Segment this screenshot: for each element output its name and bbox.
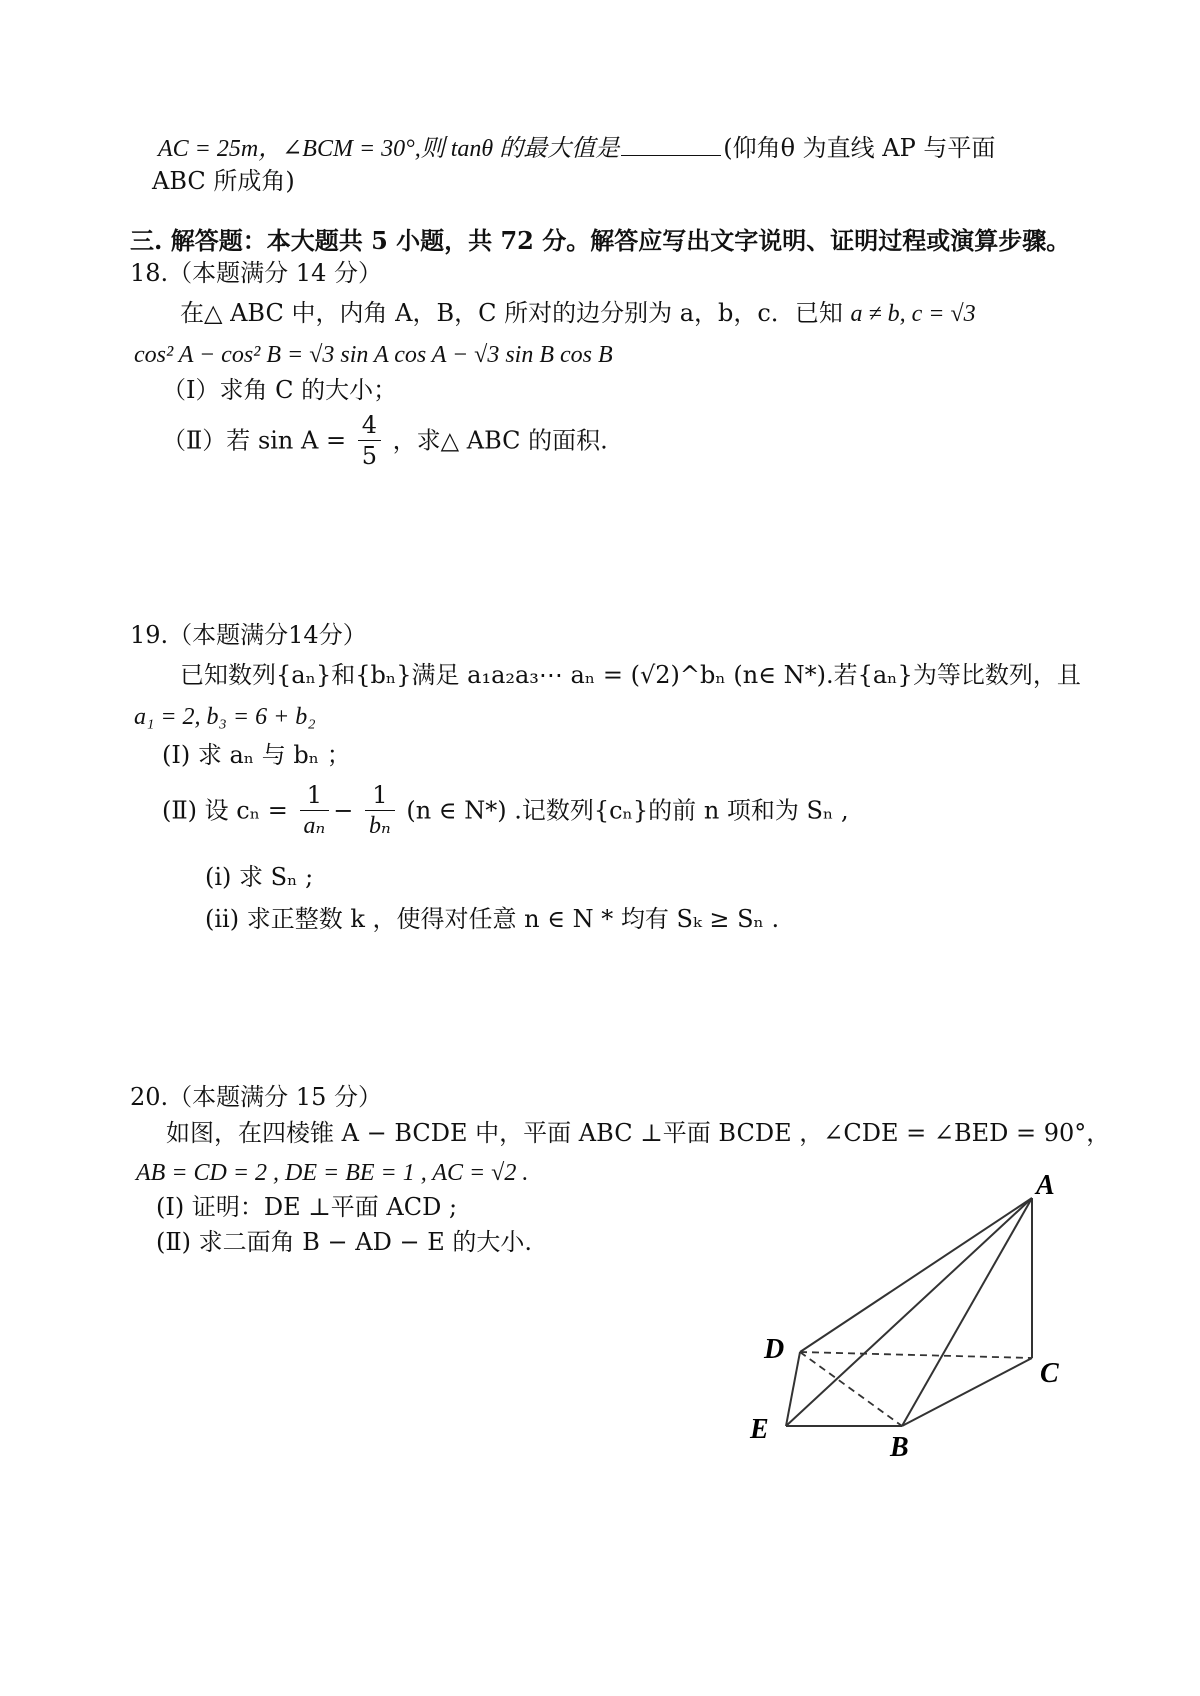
label-A: A — [1036, 1170, 1055, 1201]
edge-AE — [786, 1198, 1032, 1426]
q19-frac1 — [300, 780, 330, 841]
section-title: 三. 解答题：本大题共 5 小题，共 72 分。解答应写出文字说明、证明过程或演算步骤。 — [130, 226, 1071, 255]
q20-stem1: 如图，在四棱锥 A − BCDE 中，平面 ABC ⊥平面 BCDE ，∠CDE = ∠BED = 90°， — [166, 1119, 1111, 1147]
q20-stem2: AB = CD = 2 , DE = BE = 1 , AC = √2 . — [136, 1160, 529, 1186]
q17-line2: ABC 所成角) — [152, 167, 295, 195]
q19-header: 19.（本题满分14分） — [130, 621, 367, 649]
q18-part2-pre: （Ⅱ）若 sin A = — [162, 426, 347, 455]
q18-stem1-math: a ≠ b, c = √3 — [850, 301, 976, 327]
q20-header: 20.（本题满分 15 分） — [130, 1083, 382, 1111]
q19-frac2-den: bₙ — [368, 813, 391, 839]
q19-part2-pre: (Ⅱ) 设 cₙ = — [162, 796, 288, 825]
q19-frac2-num: 1 — [365, 780, 395, 811]
q19-part1: (Ⅰ) 求 aₙ 与 bₙ ； — [162, 741, 351, 769]
q19-part2-mid: (n ∈ N*) .记数列{cₙ}的前 n 项和为 Sₙ , — [406, 796, 849, 825]
q18-stem2: cos² A − cos² B = √3 sin A cos A − √3 sin B cos B — [134, 342, 613, 368]
q19-frac2 — [365, 780, 395, 841]
q19-sub-ii: (ii) 求正整数 k ，使得对任意 n ∈ N * 均有 Sₖ ≥ Sₙ . — [205, 905, 780, 933]
edge-DB-hidden — [800, 1352, 902, 1426]
label-B: B — [890, 1432, 909, 1463]
label-C: C — [1040, 1358, 1059, 1389]
q19-stem1: 已知数列{aₙ}和{bₙ}满足 a₁a₂a₃⋯ aₙ = (√2)^bₙ (n∈ N*).若{aₙ}为等比数列，且 — [180, 661, 1081, 689]
q19-frac1-den: aₙ — [303, 813, 326, 839]
q20-part1: (Ⅰ) 证明：DE ⊥平面 ACD ; — [156, 1193, 458, 1221]
edge-DC-hidden — [800, 1352, 1032, 1358]
q18-header: 18.（本题满分 14 分） — [130, 259, 382, 287]
q19-part2 — [162, 780, 849, 841]
pyramid-figure — [750, 1170, 1080, 1470]
edge-AD — [800, 1198, 1032, 1352]
q18-part1: （Ⅰ）求角 C 的大小； — [162, 376, 398, 404]
q18-part2-post: ，求△ ABC 的面积. — [392, 426, 608, 455]
q18-part2 — [162, 410, 608, 471]
minus-sign: − — [333, 796, 354, 825]
q19-sub-i: (i) 求 Sₙ ; — [205, 863, 314, 891]
q18-stem1 — [180, 298, 976, 329]
q17-line1-post: (仰角θ 为直线 AP 与平面 — [723, 134, 996, 162]
q19-frac1-num: 1 — [300, 780, 330, 811]
q18-fraction — [358, 410, 381, 471]
q18-frac-den: 5 — [361, 442, 378, 470]
q20-part2: (Ⅱ) 求二面角 B − AD − E 的大小. — [156, 1228, 533, 1256]
answer-blank[interactable] — [621, 135, 721, 156]
q17-line1 — [158, 133, 995, 164]
label-D: D — [764, 1334, 785, 1365]
q17-line1-pre: AC = 25m，∠BCM = 30°,则 tanθ 的最大值是 — [158, 136, 620, 162]
label-E: E — [750, 1414, 769, 1445]
q18-frac-num: 4 — [358, 410, 381, 441]
q18-stem1-text: 在△ ABC 中，内角 A，B，C 所对的边分别为 a，b，c．已知 — [180, 299, 843, 327]
q19-stem2: a₁ = 2, b₃ = 6 + b₂ — [134, 704, 316, 730]
pyramid-diagram — [750, 1170, 1080, 1470]
